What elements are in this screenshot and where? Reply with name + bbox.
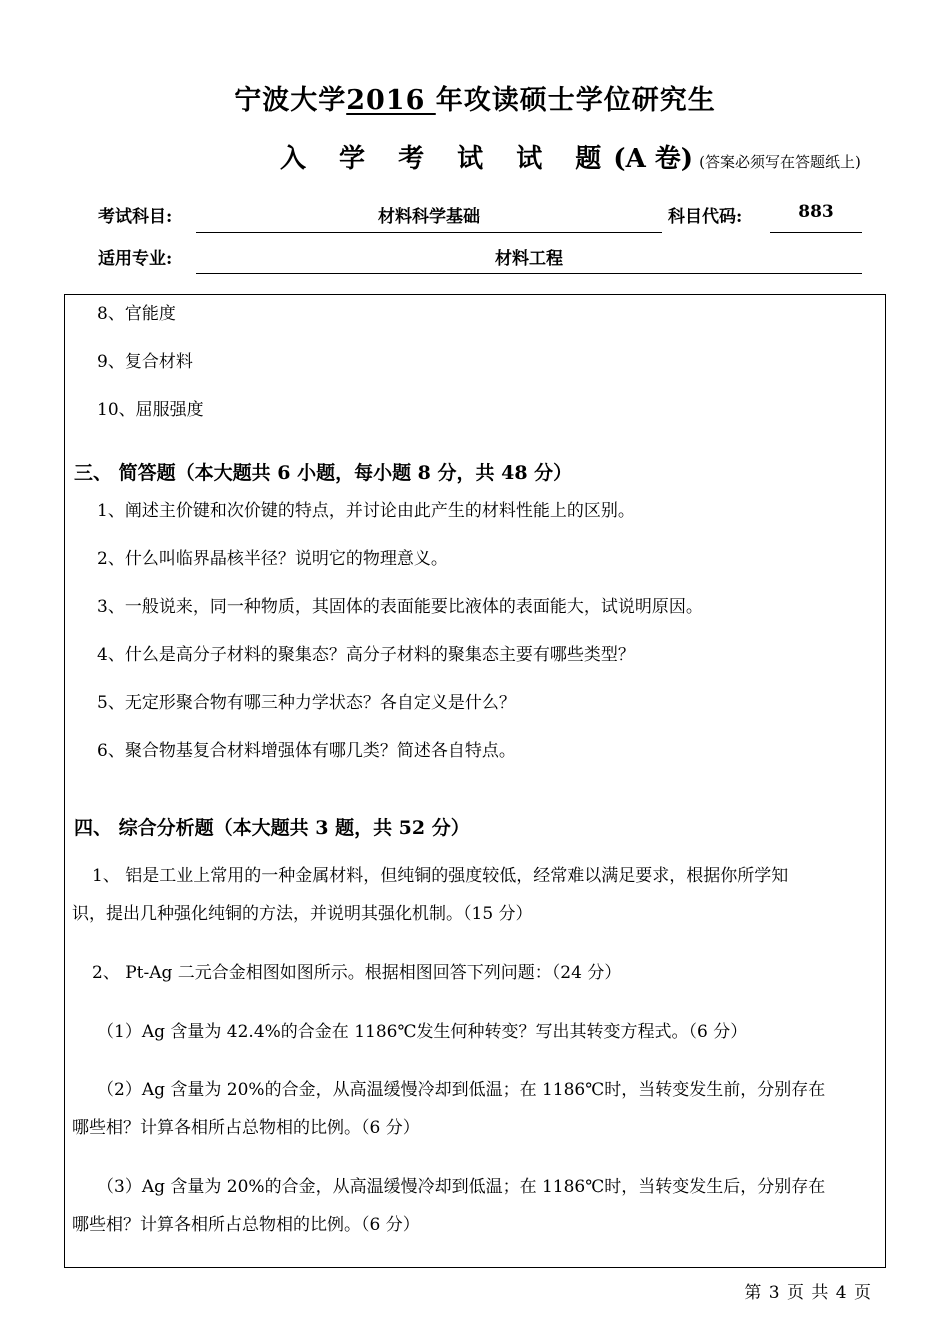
question-item: 1、阐述主价键和次价键的特点，并讨论由此产生的材料性能上的区别。 <box>97 501 635 521</box>
major-underline <box>196 273 862 274</box>
question-item: 3、一般说来，同一种物质，其固体的表面能要比液体的表面能大，试说明原因。 <box>97 597 703 617</box>
question-2-part-2-line-2: 哪些相？计算各相所占总物相的比例。（6 分） <box>72 1118 420 1138</box>
page-number: 第 3 页 共 4 页 <box>744 1283 872 1303</box>
question-item: 4、什么是高分子材料的聚集态？高分子材料的聚集态主要有哪些类型？ <box>97 645 635 665</box>
title-year: 2016 <box>346 85 436 116</box>
volume-label: (A 卷) <box>613 144 694 174</box>
section-4-heading: 四、 综合分析题（本大题共 3 题，共 52 分） <box>74 817 470 839</box>
code-label: 科目代码: <box>668 207 743 227</box>
question-item: 6、聚合物基复合材料增强体有哪几类？简述各自特点。 <box>97 741 516 761</box>
question-2-part-2-line-1: （2）Ag 含量为 20%的合金，从高温缓慢冷却到低温；在 1186℃时，当转变发生前，分别存在 <box>97 1080 826 1100</box>
question-item: 5、无定形聚合物有哪三种力学状态？各自定义是什么？ <box>97 693 516 713</box>
question-2-part-3-line-2: 哪些相？计算各相所占总物相的比例。（6 分） <box>72 1215 420 1235</box>
code-value: 883 <box>798 202 834 222</box>
major-value: 材料工程 <box>495 249 563 269</box>
answer-note: (答案必须写在答题纸上) <box>699 153 861 171</box>
question-2-part-3-line-1: （3）Ag 含量为 20%的合金，从高温缓慢冷却到低温；在 1186℃时，当转变发生后，分别存在 <box>97 1177 826 1197</box>
question-2-part-1: （1）Ag 含量为 42.4%的合金在 1186℃发生何种转变？写出其转变方程式。（6 分） <box>97 1022 748 1042</box>
title-university: 宁波大学 <box>234 85 347 116</box>
subject-label: 考试科目: <box>98 207 173 227</box>
question-item: 2、什么叫临界晶核半径？说明它的物理意义。 <box>97 549 448 569</box>
exam-subtitle <box>280 138 861 175</box>
title-rest: 年攻读硕士学位研究生 <box>435 85 716 116</box>
question-2: 2、 Pt-Ag 二元合金相图如图所示。根据相图回答下列问题：（24 分） <box>92 963 622 983</box>
question-1-line-2: 识，提出几种强化纯铜的方法，并说明其强化机制。（15 分） <box>72 904 533 924</box>
major-label: 适用专业: <box>98 249 173 269</box>
term-item: 10、屈服强度 <box>97 400 204 420</box>
code-underline <box>770 232 862 233</box>
section-3-heading: 三、 简答题（本大题共 6 小题，每小题 8 分，共 48 分） <box>74 462 573 484</box>
subtitle-text: 入 学 考 试 试 题 <box>280 144 614 174</box>
question-1-line-1: 1、 铝是工业上常用的一种金属材料，但纯铜的强度较低，经常难以满足要求，根据你所学知 <box>92 866 789 886</box>
subject-underline <box>196 232 662 233</box>
term-item: 9、复合材料 <box>97 352 193 372</box>
term-item: 8、官能度 <box>97 304 176 324</box>
subject-value: 材料科学基础 <box>378 207 480 227</box>
exam-title <box>0 78 950 117</box>
